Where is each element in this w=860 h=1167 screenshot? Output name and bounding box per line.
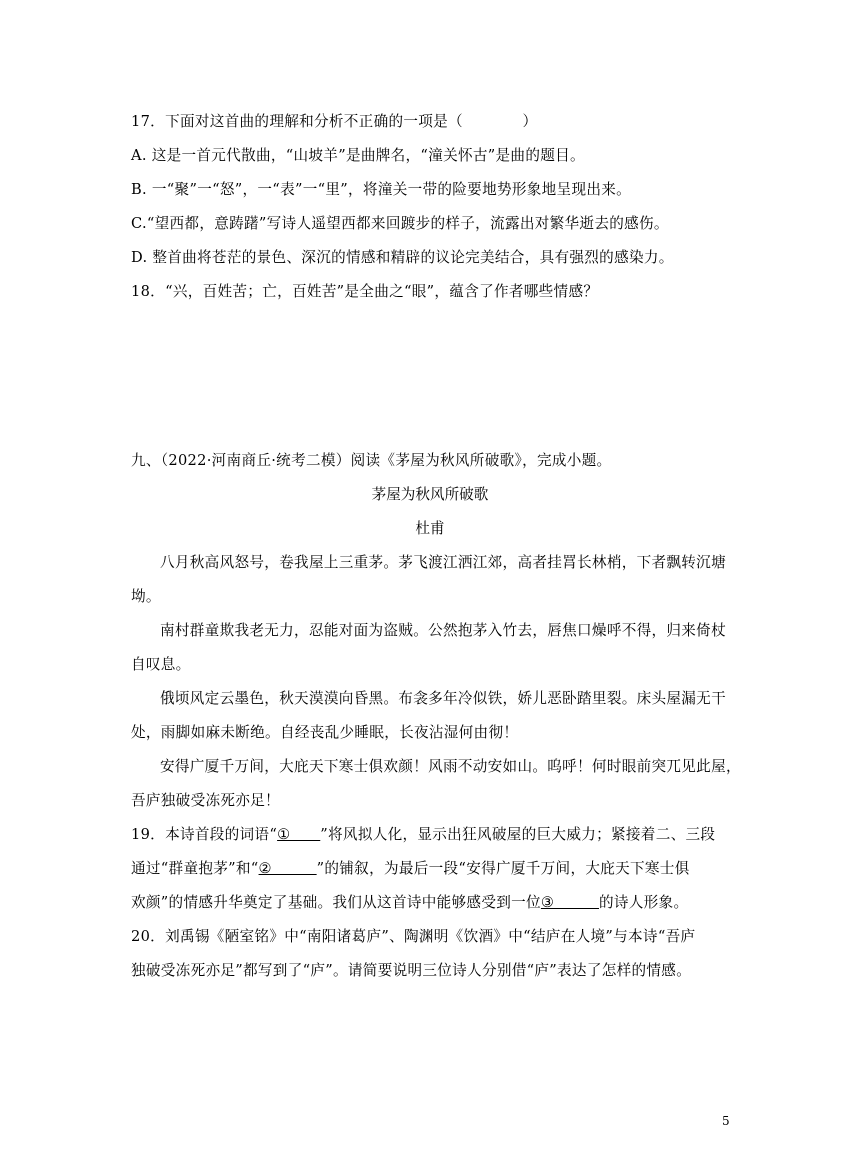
poem-title: 茅屋为秋风所破歌	[371, 486, 489, 503]
q17-option-c: C.“望西都，意踌躇”写诗人遥望西都来回踱步的样子，流露出对繁华逝去的感伤。	[131, 215, 669, 232]
poem-line: 吾庐独破受冻死亦足！	[131, 792, 280, 809]
q19-line-3	[131, 893, 688, 913]
q19-text: 的诗人形象。	[598, 894, 689, 911]
q17-option-b: B. 一“聚”一“怒”，一“表”一“里”，将潼关一带的险要地势形象地呈现出来。	[131, 181, 632, 198]
poem-line: 俄顷风定云墨色，秋天漠漠向昏黑。布衾多年冷似铁，娇儿恶卧踏里裂。床头屋漏无干	[160, 690, 726, 707]
q19-text: 欢颜”的情感升华奠定了基础。我们从这首诗中能够感受到一位	[131, 894, 541, 911]
q19-text: ”的铺叙，为最后一段“安得广厦千万间，大庇天下寒士俱	[316, 860, 690, 877]
poem-author: 杜甫	[415, 520, 445, 537]
q17-option-a: A. 这是一首元代散曲，“山坡羊”是曲牌名，“潼关怀古”是曲的题目。	[131, 147, 585, 164]
poem-line: 坳。	[131, 588, 161, 605]
q19-text: 19．本诗首段的词语“	[131, 826, 278, 843]
q17-option-d: D. 整首曲将苍茫的景色、深沉的情感和精辟的议论完美结合，具有强烈的感染力。	[131, 249, 674, 266]
poem-line: 南村群童欺我老无力，忍能对面为盗贼。公然抱茅入竹去，唇焦口燥呼不得，归来倚杖	[160, 622, 726, 639]
poem-line: 自叹息。	[131, 656, 191, 673]
q19-blank-2[interactable]: ②	[258, 860, 317, 877]
q19-text: 通过“群童抱茅”和“	[131, 860, 259, 877]
q20-line-1: 20．刘禹锡《陋室铭》中“南阳诸葛庐”、陶渊明《饮酒》中“结庐在人境”与本诗“吾庐	[131, 928, 696, 945]
q17-stem: 17．下面对这首曲的理解和分析不正确的一项是（ ）	[131, 113, 538, 130]
q20-line-2: 独破受冻死亦足”都写到了“庐”。请简要说明三位诗人分别借“庐”表达了怎样的情感。	[131, 962, 692, 979]
page-number: 5	[722, 1114, 730, 1128]
q19-line-2	[131, 859, 690, 879]
q19-blank-1[interactable]: ①	[277, 826, 321, 843]
q19-text: ”将风拟人化，显示出狂风破屋的巨大威力；紧接着二、三段	[320, 826, 716, 843]
q19-blank-3[interactable]: ③	[540, 894, 599, 911]
q18-stem: 18．“兴，百姓苦；亡，百姓苦”是全曲之“眼”，蕴含了作者哪些情感？	[131, 283, 599, 300]
poem-line: 安得广厦千万间，大庇天下寒士俱欢颜！风雨不动安如山。呜呼！何时眼前突兀见此屋，	[160, 758, 741, 775]
section9-heading: 九、（2022·河南商丘·统考二模）阅读《茅屋为秋风所破歌》，完成小题。	[131, 452, 612, 469]
poem-line: 八月秋高风怒号，卷我屋上三重茅。茅飞渡江洒江郊，高者挂罥长林梢，下者飘转沉塘	[160, 554, 726, 571]
poem-line: 处，雨脚如麻未断绝。自经丧乱少睡眠，长夜沾湿何由彻！	[131, 724, 519, 741]
q19-line-1	[131, 825, 715, 845]
